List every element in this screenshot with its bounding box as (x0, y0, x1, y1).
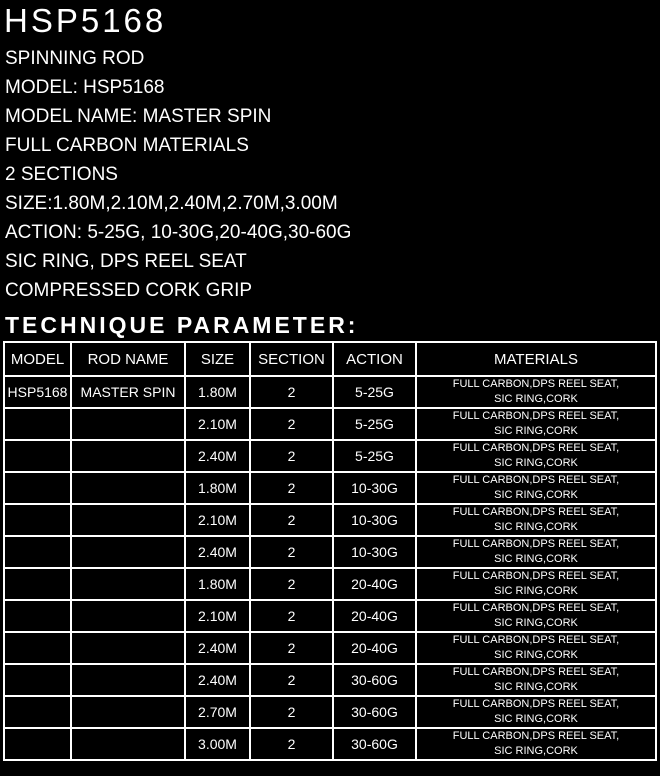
cell-size: 1.80M (185, 568, 250, 600)
table-row (4, 440, 656, 472)
spec-line-materials: FULL CARBON MATERIALS (5, 135, 249, 156)
cell-materials (416, 568, 656, 600)
cell-materials (416, 440, 656, 472)
materials-line-2: SIC RING,CORK (494, 457, 578, 469)
materials-line-1: FULL CARBON,DPS REEL SEAT, (452, 602, 620, 614)
materials-line-1: FULL CARBON,DPS REEL SEAT, (452, 666, 620, 678)
cell-materials (416, 632, 656, 664)
cell-materials (416, 472, 656, 504)
cell-size: 2.10M (185, 600, 250, 632)
cell-action: 5-25G (333, 440, 416, 472)
cell-section: 2 (250, 664, 333, 696)
cell-rod-name (71, 728, 185, 760)
cell-materials (416, 600, 656, 632)
table-row (4, 408, 656, 440)
cell-section: 2 (250, 696, 333, 728)
cell-size: 2.40M (185, 536, 250, 568)
cell-section: 2 (250, 440, 333, 472)
spec-line-model: MODEL: HSP5168 (5, 77, 165, 98)
cell-action: 10-30G (333, 472, 416, 504)
cell-section: 2 (250, 728, 333, 760)
cell-model (4, 504, 71, 536)
cell-section: 2 (250, 536, 333, 568)
cell-materials (416, 504, 656, 536)
materials-line-2: SIC RING,CORK (494, 745, 578, 757)
materials-line-1: FULL CARBON,DPS REEL SEAT, (452, 538, 620, 550)
table-row (4, 632, 656, 664)
cell-materials (416, 728, 656, 760)
cell-model (4, 728, 71, 760)
cell-rod-name: MASTER SPIN (71, 376, 185, 408)
table-row (4, 472, 656, 504)
cell-model: HSP5168 (4, 376, 71, 408)
spec-line-model-name: MODEL NAME: MASTER SPIN (5, 106, 272, 127)
materials-line-2: SIC RING,CORK (494, 649, 578, 661)
materials-line-2: SIC RING,CORK (494, 489, 578, 501)
cell-action: 30-60G (333, 696, 416, 728)
cell-rod-name (71, 408, 185, 440)
table-row (4, 504, 656, 536)
spec-line-action: ACTION: 5-25G, 10-30G,20-40G,30-60G (5, 222, 352, 243)
table-row (4, 664, 656, 696)
cell-materials (416, 376, 656, 408)
cell-section: 2 (250, 376, 333, 408)
technique-heading: TECHNIQUE PARAMETER: (5, 312, 359, 338)
materials-line-2: SIC RING,CORK (494, 617, 578, 629)
header-rod-name: ROD NAME (71, 342, 185, 376)
materials-line-1: FULL CARBON,DPS REEL SEAT, (452, 378, 620, 390)
cell-action: 5-25G (333, 376, 416, 408)
table-row (4, 696, 656, 728)
cell-section: 2 (250, 504, 333, 536)
cell-model (4, 696, 71, 728)
cell-rod-name (71, 504, 185, 536)
materials-line-2: SIC RING,CORK (494, 553, 578, 565)
cell-action: 30-60G (333, 728, 416, 760)
cell-model (4, 600, 71, 632)
spec-line-type: SPINNING ROD (5, 48, 145, 69)
cell-section: 2 (250, 472, 333, 504)
materials-line-2: SIC RING,CORK (494, 521, 578, 533)
materials-line-1: FULL CARBON,DPS REEL SEAT, (452, 634, 620, 646)
cell-rod-name (71, 440, 185, 472)
cell-materials (416, 536, 656, 568)
cell-materials (416, 696, 656, 728)
materials-line-1: FULL CARBON,DPS REEL SEAT, (452, 698, 620, 710)
materials-line-1: FULL CARBON,DPS REEL SEAT, (452, 730, 620, 742)
cell-rod-name (71, 472, 185, 504)
cell-section: 2 (250, 600, 333, 632)
cell-size: 2.70M (185, 696, 250, 728)
cell-rod-name (71, 600, 185, 632)
cell-model (4, 440, 71, 472)
cell-action: 20-40G (333, 600, 416, 632)
table-row (4, 536, 656, 568)
spec-list (5, 44, 351, 305)
cell-model (4, 568, 71, 600)
cell-action: 10-30G (333, 536, 416, 568)
materials-line-2: SIC RING,CORK (494, 425, 578, 437)
cell-size: 2.40M (185, 632, 250, 664)
header-materials: MATERIALS (416, 342, 656, 376)
cell-model (4, 536, 71, 568)
header-model: MODEL (4, 342, 71, 376)
table-header-row (4, 342, 656, 376)
cell-action: 20-40G (333, 632, 416, 664)
technique-parameter-table (3, 341, 657, 761)
cell-materials (416, 664, 656, 696)
spec-line-sections: 2 SECTIONS (5, 164, 118, 185)
page-title: HSP5168 (4, 2, 167, 39)
table-row (4, 376, 656, 408)
table-row (4, 600, 656, 632)
cell-size: 3.00M (185, 728, 250, 760)
cell-rod-name (71, 568, 185, 600)
materials-line-2: SIC RING,CORK (494, 713, 578, 725)
cell-size: 2.40M (185, 440, 250, 472)
cell-size: 1.80M (185, 472, 250, 504)
cell-rod-name (71, 536, 185, 568)
header-size: SIZE (185, 342, 250, 376)
header-section: SECTION (250, 342, 333, 376)
spec-line-ring-seat: SIC RING, DPS REEL SEAT (5, 251, 247, 272)
cell-size: 2.10M (185, 408, 250, 440)
cell-rod-name (71, 664, 185, 696)
table-row (4, 568, 656, 600)
materials-line-2: SIC RING,CORK (494, 585, 578, 597)
cell-action: 20-40G (333, 568, 416, 600)
materials-line-1: FULL CARBON,DPS REEL SEAT, (452, 410, 620, 422)
cell-rod-name (71, 632, 185, 664)
cell-model (4, 472, 71, 504)
table-row (4, 728, 656, 760)
cell-action: 30-60G (333, 664, 416, 696)
cell-model (4, 664, 71, 696)
cell-section: 2 (250, 632, 333, 664)
materials-line-1: FULL CARBON,DPS REEL SEAT, (452, 442, 620, 454)
cell-model (4, 632, 71, 664)
materials-line-2: SIC RING,CORK (494, 393, 578, 405)
spec-line-grip: COMPRESSED CORK GRIP (5, 280, 253, 301)
cell-action: 10-30G (333, 504, 416, 536)
cell-model (4, 408, 71, 440)
cell-materials (416, 408, 656, 440)
cell-size: 2.40M (185, 664, 250, 696)
materials-line-1: FULL CARBON,DPS REEL SEAT, (452, 506, 620, 518)
cell-section: 2 (250, 408, 333, 440)
header-action: ACTION (333, 342, 416, 376)
cell-size: 1.80M (185, 376, 250, 408)
cell-action: 5-25G (333, 408, 416, 440)
cell-rod-name (71, 696, 185, 728)
materials-line-1: FULL CARBON,DPS REEL SEAT, (452, 474, 620, 486)
spec-line-size: SIZE:1.80M,2.10M,2.40M,2.70M,3.00M (5, 193, 338, 214)
materials-line-1: FULL CARBON,DPS REEL SEAT, (452, 570, 620, 582)
materials-line-2: SIC RING,CORK (494, 681, 578, 693)
cell-section: 2 (250, 568, 333, 600)
cell-size: 2.10M (185, 504, 250, 536)
